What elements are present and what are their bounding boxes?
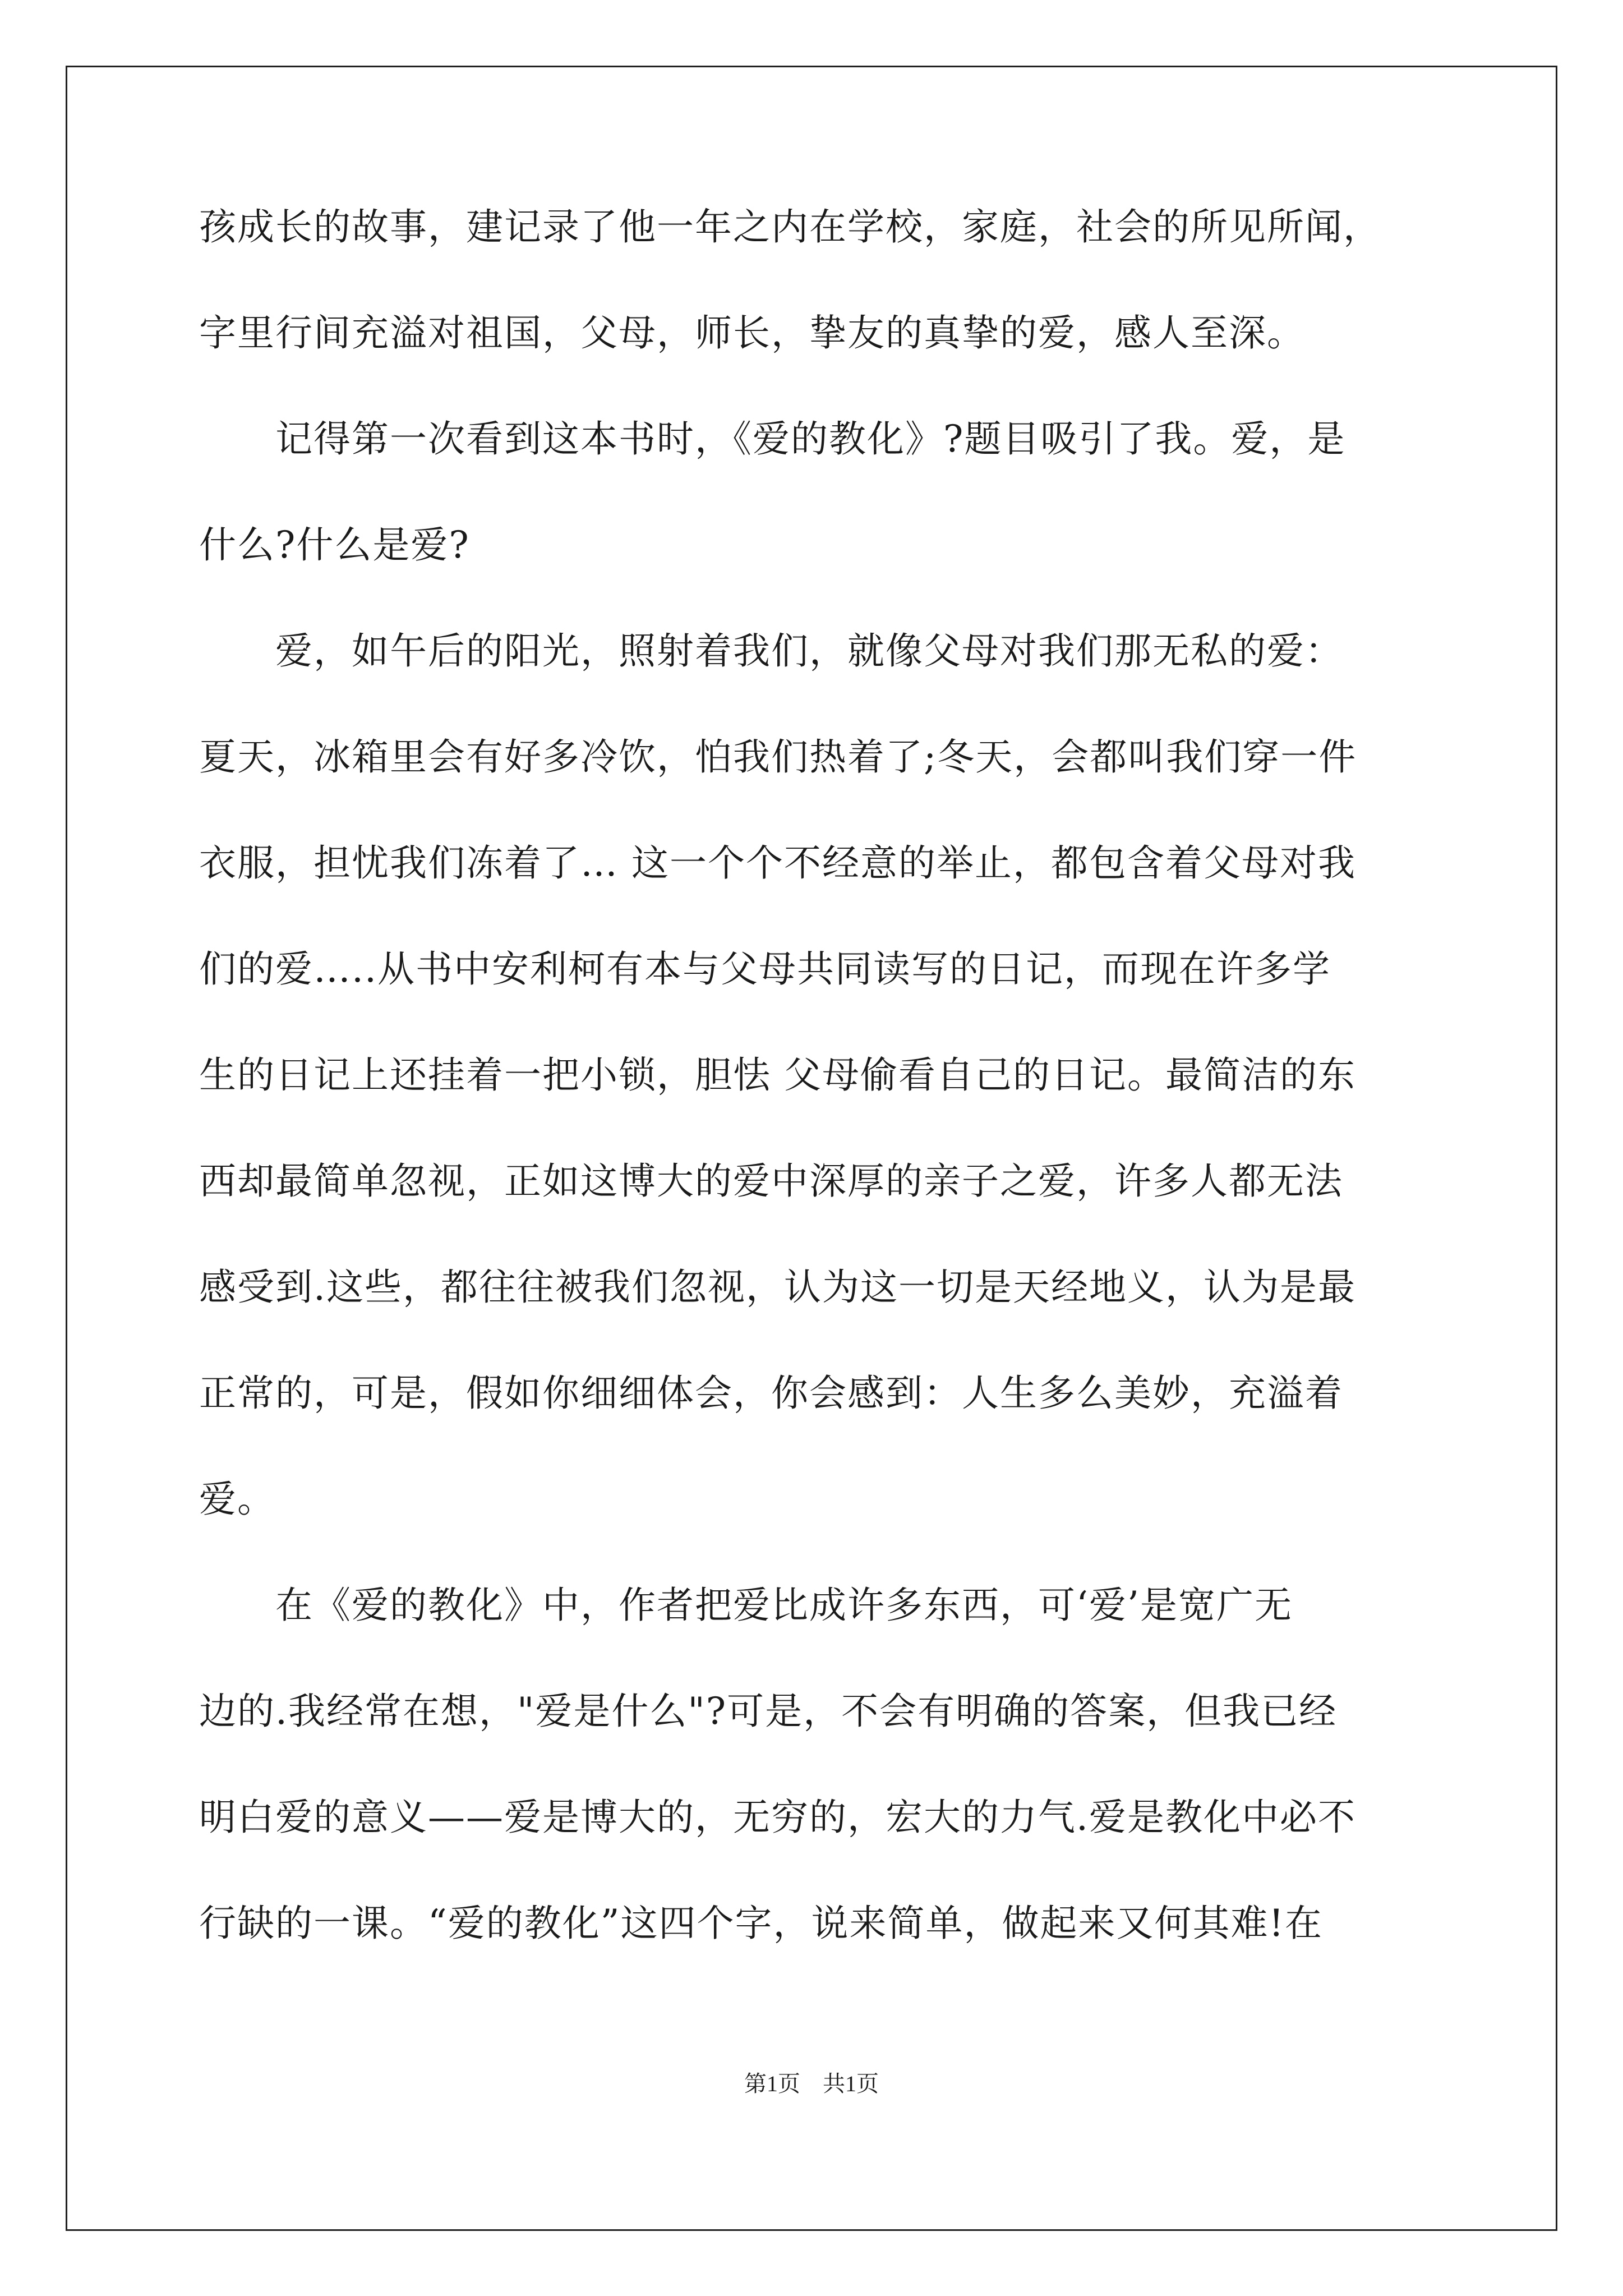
page-number-footer: 第1页 共1页 [744,2071,879,2096]
text-line: 字里行间充溢对祖国，父母，师长，挚友的真挚的爱，感人至深。 [199,311,1305,355]
text-line: 衣服，担忧我们冻着了… 这一个个不经意的举止，都包含着父母对我 [199,841,1356,885]
text-line: 明白爱的意义——爱是博大的，无穷的，宏大的力气.爱是教化中必不 [199,1796,1356,1839]
text-line: 夏天，冰箱里会有好多冷饮，怕我们热着了;冬天，会都叫我们穿一件 [199,735,1357,779]
text-line: 正常的，可是，假如你细细体会，你会感到：人生多么美妙，充溢着 [199,1372,1343,1415]
text-line: 西却最简单忽视，正如这博大的爱中深厚的亲子之爱，许多人都无法 [199,1159,1343,1203]
text-line: 爱，如午后的阳光，照射着我们，就像父母对我们那无私的爱： [199,629,1343,673]
text-line: 感受到.这些，都往往被我们忽视，认为这一切是天经地义，认为是最 [199,1266,1356,1309]
text-line: 孩成长的故事，建记录了他一年之内在学校，家庭，社会的所见所闻， [199,205,1381,249]
text-line: 记得第一次看到这本书时，《爱的教化》?题目吸引了我。爱，是 [199,417,1346,461]
text-line: 什么?什么是爱? [199,523,470,567]
text-line: 在《爱的教化》中，作者把爱比成许多东西，可‘爱’是宽广无 [199,1584,1293,1627]
text-line: 边的.我经常在想，"爱是什么"?可是，不会有明确的答案，但我已经 [199,1690,1338,1733]
text-line: 们的爱…..从书中安利柯有本与父母共同读写的日记，而现在许多学 [199,947,1331,991]
text-line: 行缺的一课。“爱的教化”这四个字，说来简单，做起来又何其难!在 [199,1902,1324,1945]
text-line: 爱。 [199,1478,275,1521]
text-line: 生的日记上还挂着一把小锁，胆怯 父母偷看自己的日记。最简洁的东 [199,1053,1356,1097]
